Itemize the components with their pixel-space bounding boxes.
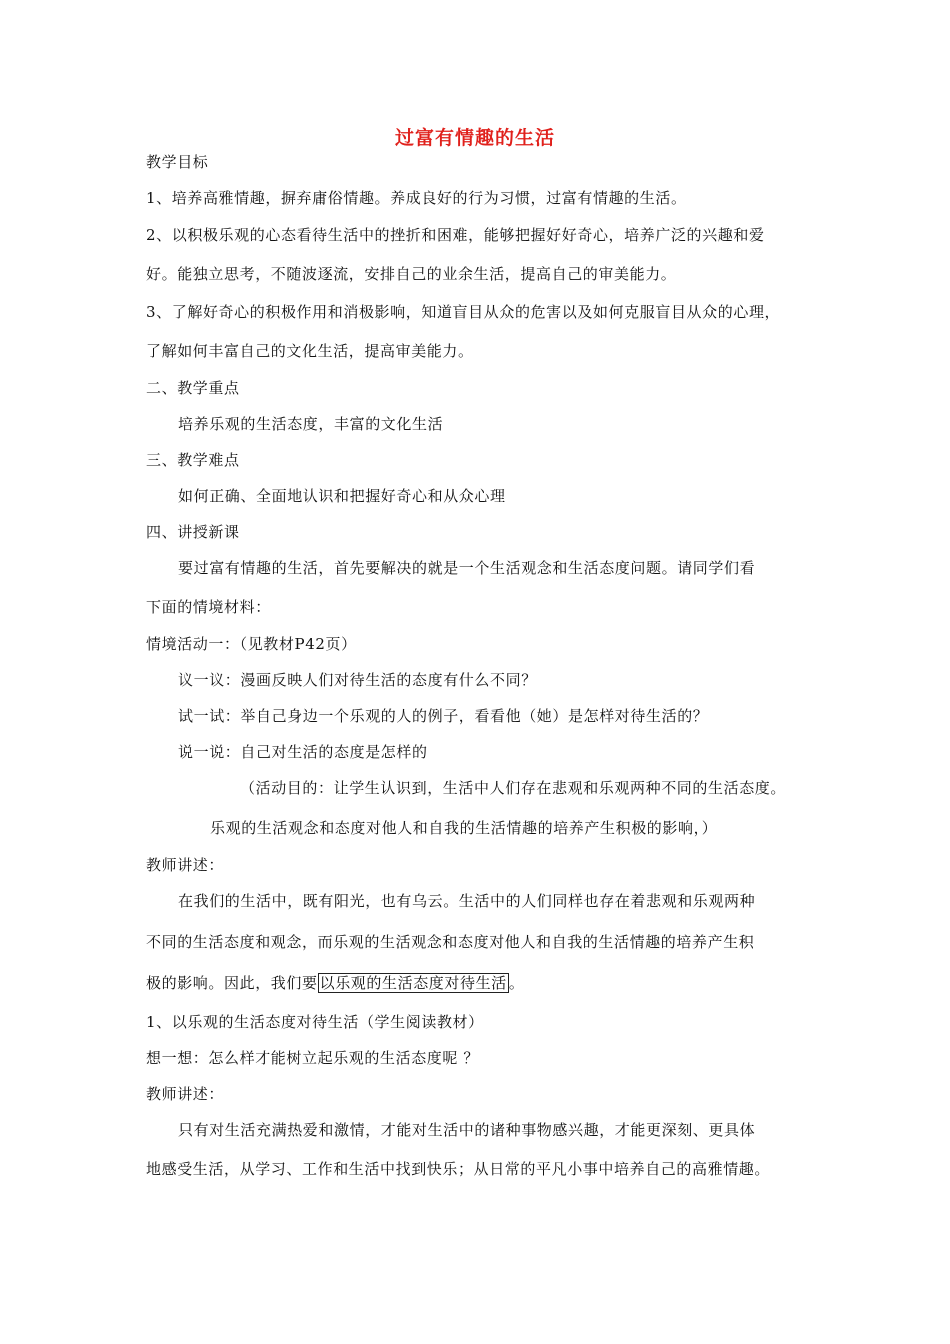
objective-1: 1、培养高雅情趣，摒弃庸俗情趣。养成良好的行为习惯，过富有情趣的生活。	[146, 189, 687, 207]
lesson-intro-line-1: 要过富有情趣的生活，首先要解决的就是一个生活观念和生活态度问题。请同学们看	[178, 559, 756, 577]
narration-1-line-1: 在我们的生活中，既有阳光，也有乌云。生活中的人们同样也存在着悲观和乐观两种	[178, 892, 756, 910]
activity-purpose-line-1: （活动目的：让学生认识到，生活中人们存在悲观和乐观两种不同的生活态度。	[240, 779, 787, 797]
teacher-narration-heading-1: 教师讲述：	[146, 856, 225, 874]
narration-1-line-2: 不同的生活态度和观念，而乐观的生活观念和态度对他人和自我的生活情趣的培养产生积	[146, 933, 755, 951]
narration-1-line-3-after: 。	[508, 974, 525, 992]
narration-2-line-2: 地感受生活，从学习、工作和生活中找到快乐；从日常的平凡小事中培养自己的高雅情趣。	[146, 1160, 771, 1178]
subsection-1-heading: 1、以乐观的生活态度对待生活（学生阅读教材）	[146, 1013, 484, 1031]
section-heading-objectives: 教学目标	[146, 153, 209, 171]
objective-3-line-1: 3、了解好奇心的积极作用和消极影响，知道盲目从众的危害以及如何克服盲目从众的心理，	[146, 303, 781, 321]
narration-2-line-1: 只有对生活充满热爱和激情，才能对生活中的诸种事物感兴趣，才能更深刻、更具体	[178, 1121, 756, 1139]
activity-purpose-line-2: 乐观的生活观念和态度对他人和自我的生活情趣的培养产生积极的影响，）	[210, 819, 718, 837]
objective-3-line-2: 了解如何丰富自己的文化生活，提高审美能力。	[146, 342, 474, 360]
section-heading-difficulties: 三、教学难点	[146, 451, 240, 469]
narration-1-line-3	[146, 973, 524, 993]
key-points-text: 培养乐观的生活态度，丰富的文化生活	[178, 415, 444, 433]
section-heading-new-lesson: 四、讲授新课	[146, 523, 240, 541]
activity-heading: 情境活动一：（见教材P42页）	[146, 635, 357, 653]
activity-discuss: 议一议：漫画反映人们对待生活的态度有什么不同？	[178, 671, 537, 689]
boxed-key-phrase: 以乐观的生活态度对待生活	[319, 974, 507, 992]
narration-1-line-3-before: 极的影响。因此，我们要	[146, 974, 318, 992]
document-title: 过富有情趣的生活	[394, 127, 555, 149]
think-question: 想一想：怎么样才能树立起乐观的生活态度呢 ？	[146, 1049, 479, 1067]
objective-2-line-1: 2、以积极乐观的心态看待生活中的挫折和困难，能够把握好好奇心，培养广泛的兴趣和爱	[146, 226, 765, 244]
teacher-narration-heading-2: 教师讲述：	[146, 1085, 225, 1103]
activity-say: 说一说：自己对生活的态度是怎样的	[178, 743, 428, 761]
objective-2-line-2: 好。能独立思考，不随波逐流，安排自己的业余生活，提高自己的审美能力。	[146, 265, 677, 283]
section-heading-key-points: 二、教学重点	[146, 379, 240, 397]
activity-try: 试一试：举自己身边一个乐观的人的例子，看看他（她）是怎样对待生活的？	[178, 707, 709, 725]
lesson-intro-line-2: 下面的情境材料：	[146, 598, 271, 616]
difficulties-text: 如何正确、全面地认识和把握好奇心和从众心理	[178, 487, 506, 505]
